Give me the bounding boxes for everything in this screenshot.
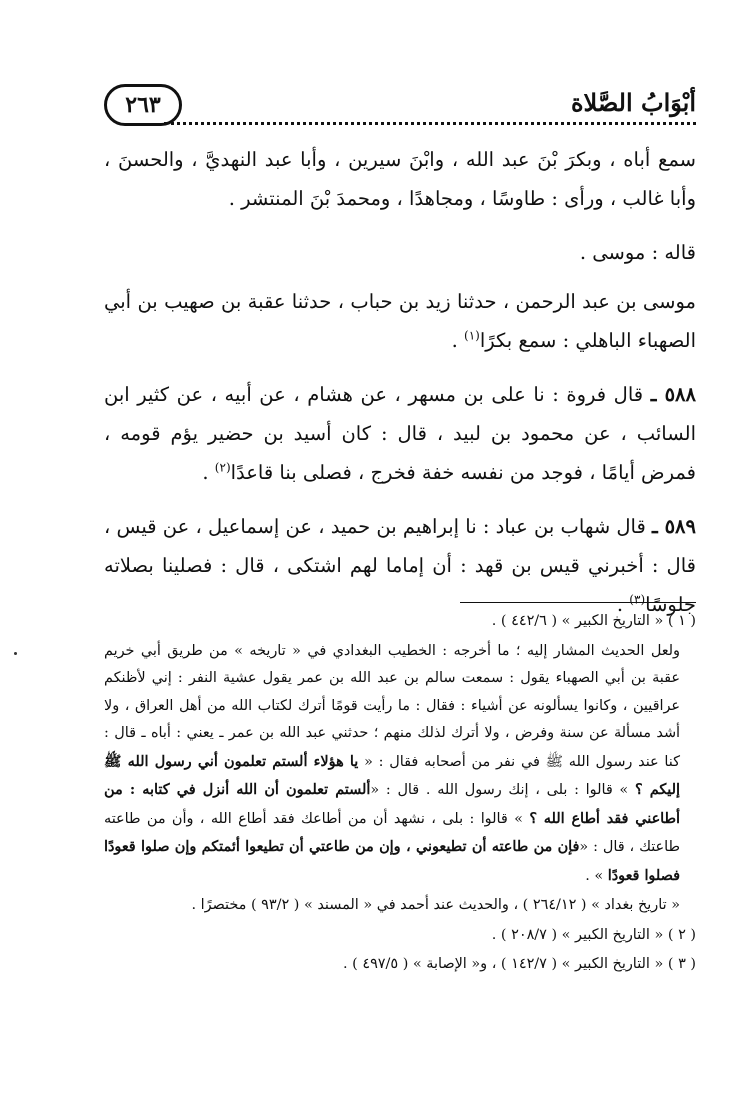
paragraph-text: قاله : موسى . <box>579 241 696 264</box>
footnote-ref-3[interactable]: (٣) <box>629 592 646 607</box>
page-header <box>104 84 696 128</box>
footnotes <box>104 608 696 981</box>
hadith-number: ٥٨٩ ـ <box>652 515 696 538</box>
running-title: أبْوَابُ الصَّلاة <box>570 88 696 117</box>
footnote-bold-text: فإن من طاعته أن تطيعوني ، وإن من طاعتي أن تطيعوا أئمتكم وإن صلوا قعودًا فصلوا قعودًا <box>104 838 680 884</box>
paragraph-narrators <box>104 140 696 218</box>
paragraph-text: قال فروة : نا على بن مسهر ، عن هشام ، عن أبيه ، عن كثير ابن السائب ، عن محمود بن لبيد ، قال : كان أسيد بن حضير يؤم قومه ، فمرض أيامًا ، فوجد من نفسه خفة فخرج ، فصلى بنا قاعدًا <box>104 383 696 484</box>
hadith-number: ٥٨٨ ـ <box>650 383 696 406</box>
header-divider <box>164 122 696 125</box>
paragraph-end: . <box>202 461 215 484</box>
hadith-588 <box>104 375 696 492</box>
footnote-ref-2[interactable]: (٢) <box>214 460 231 475</box>
page-number: ٢٦٣ <box>104 84 182 126</box>
paragraph-text: سمع أباه ، وبكرَ بْنَ عبد الله ، وابْنَ سيرين ، وأبا عبد النهديَّ ، والحسنَ ، وأبا غالب ، ورأى : طاوسًا ، ومجاهدًا ، ومحمدَ بْنَ المنتشر . <box>104 148 696 210</box>
footnote-ref-1[interactable]: (١) <box>464 328 480 343</box>
paragraph-text: موسى بن عبد الرحمن ، حدثنا زيد بن حباب ، حدثنا عقبة بن صهيب بن أبي الصهباء الباهلي : سمع بكرًا <box>104 290 696 352</box>
paragraph-end: . <box>616 593 630 616</box>
paragraph-attribution <box>104 233 696 272</box>
paragraph-end: . <box>451 329 464 352</box>
footnote-bold-text: يا هؤلاء ألستم تعلمون أني رسول الله ﷺ إليكم ؟ <box>104 752 680 798</box>
footnote-3: ( ٣ ) « التاريخ الكبير » ( ١٤٢/٧ ) ، و« الإصابة » ( ٤٩٧/٥ ) . <box>343 956 696 972</box>
main-text <box>104 140 696 639</box>
paragraph-text: قال شهاب بن عباد : نا إبراهيم بن حميد ، عن إسماعيل ، عن قيس ، قال : أخبرني قيس بن قهد : أن إماما لهم اشتكى ، قال : فصلينا بصلاته جلوسًا <box>104 515 696 616</box>
footnote-bold-text: ألستم تعلمون أن الله أنزل في كتابه : من أطاعني فقد أطاع الله ؟ <box>104 781 681 827</box>
footnote-text: ولعل الحديث المشار إليه ؛ ما أخرجه : الخطيب البغدادي في « تاريخه » من طريق أبي خريم عقبة بن أبي الصهباء يقول : سمعت سالم بن عبد الله بن عمر يقول عشية النفر : إني لأظنكم عراقيين ، وكانوا يسألونه عن أشياء : فقال : ما رأيت قومًا أترك لكتاب الله من أهل العراق ، ولا أشد مسألة عن سنة وفرض ، ولا أترك لذلك منهم ؛ حدثني عبد الله بن عمر ـ يعني : أباه ـ قال : كنا عند رسول الله ﷺ في نفر من أصحابه فقال : « <box>104 642 680 770</box>
hadith-589 <box>104 507 696 624</box>
footnote-divider <box>460 602 696 603</box>
footnote-text: » قالوا : بلى ، إنك رسول الله . قال : « <box>370 782 635 798</box>
footnote-1: ( ١ ) « التاريخ الكبير » ( ٤٤٢/٦ ) . <box>491 613 696 629</box>
scan-speck <box>14 652 17 655</box>
footnote-1-source: « تاريخ بغداد » ( ٢٦٤/١٢ ) ، والحديث عند أحمد في « المسند » ( ٩٣/٢ ) مختصرًا . <box>191 897 680 913</box>
paragraph-chain <box>104 282 696 360</box>
footnote-2: ( ٢ ) « التاريخ الكبير » ( ٢٠٨/٧ ) . <box>491 926 696 943</box>
footnote-text: » . <box>585 867 608 884</box>
footnote-text: » قالوا : بلى ، نشهد أن من أطاعك فقد أطاع الله ، وأن من طاعته طاعتك ، قال : « <box>104 810 680 855</box>
footnote-1-body <box>104 638 696 891</box>
